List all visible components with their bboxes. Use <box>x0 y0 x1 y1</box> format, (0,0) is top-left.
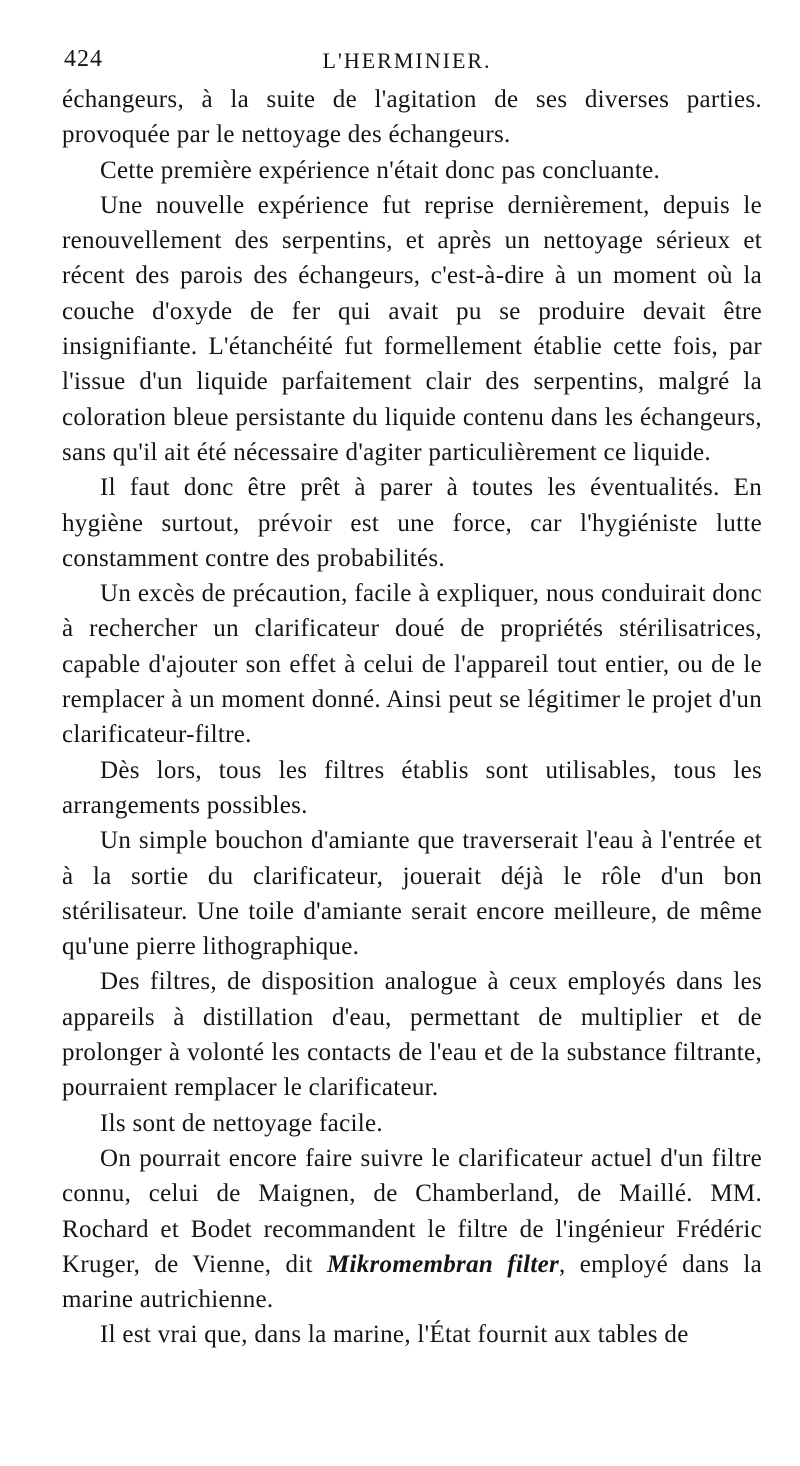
paragraph-8: Des filtres, de disposition analogue à ceux employés dans les appareils à distillation d'eau, permettant de multiplier et de prolonger à volonté les contacts de l'eau et de la substance filtrante, pourraient remplacer le clarificateur. <box>62 968 762 1102</box>
paragraph-7: Un simple bouchon d'amiante que traverserait l'eau à l'entrée et à la sortie du clarificateur, jouerait déjà le rôle d'un bon stérilisateur. Une toile d'amiante serait encore meilleure, de même qu'une pierre lithographique. <box>62 827 762 961</box>
filter-name-italic: Mikromembran filter <box>326 1250 560 1278</box>
paragraph-6: Dès lors, tous les filtres établis sont utilisables, tous les arrangements possibles. <box>62 756 762 819</box>
paragraph-11: Il est vrai que, dans la marine, l'État fournit aux tables de <box>100 1321 689 1349</box>
paragraph-1: échangeurs, à la suite de l'agitation de ses diverses parties. provoquée par le nettoyage des échangeurs. <box>62 86 762 149</box>
page-number: 424 <box>64 46 103 72</box>
paragraph-2: Cette première expérience n'était donc pas concluante. <box>100 156 661 184</box>
paragraph-4: Il faut donc être prêt à parer à toutes les éventualités. En hygiène surtout, prévoir est une force, car l'hygiéniste lutte constamment contre des probabilités. <box>62 474 762 572</box>
paragraph-5: Un excès de précaution, facile à expliquer, nous conduirait donc à rechercher un clarificateur doué de propriétés stérilisatrices, capable d'ajouter son effet à celui de l'appareil tout entier, ou de le remplacer à un moment donné. Ainsi peut se légitimer le projet d'un clarificateur-filtre. <box>62 580 762 749</box>
paragraph-3: Une nouvelle expérience fut reprise dernièrement, depuis le renouvellement des serpentins, et après un nettoyage sérieux et récent des parois des échangeurs, c'est-à-dire à un moment où la couche d'oxyde de fer qui avait pu se produire devait être insignifiante. L'étanchéité fut formellement établie cette fois, par l'issue d'un liquide parfaitement clair des serpentins, malgré la coloration bleue persistante du liquide contenu dans les échangeurs, sans qu'il ait été nécessaire d'agiter particulièrement ce liquide. <box>62 191 762 466</box>
page-header <box>64 46 750 82</box>
running-head: L'HERMINIER. <box>322 48 492 73</box>
paragraph-9: Ils sont de nettoyage facile. <box>100 1109 383 1137</box>
paragraph-10 <box>62 1141 762 1317</box>
paragraph-10-start: On pourrait encore faire suivre le clarificateur actuel d'un filtre connu, celui de Maignen, de Chamberland, de Maillé. MM. Rochard et Bodet recommandent le filtre de l'ingénieur Frédéric Kruger, de Vienne, dit <box>62 1144 762 1278</box>
paragraph-10-end: , employé dans la marine autrichienne. <box>62 1250 762 1314</box>
body-text <box>62 82 762 1353</box>
